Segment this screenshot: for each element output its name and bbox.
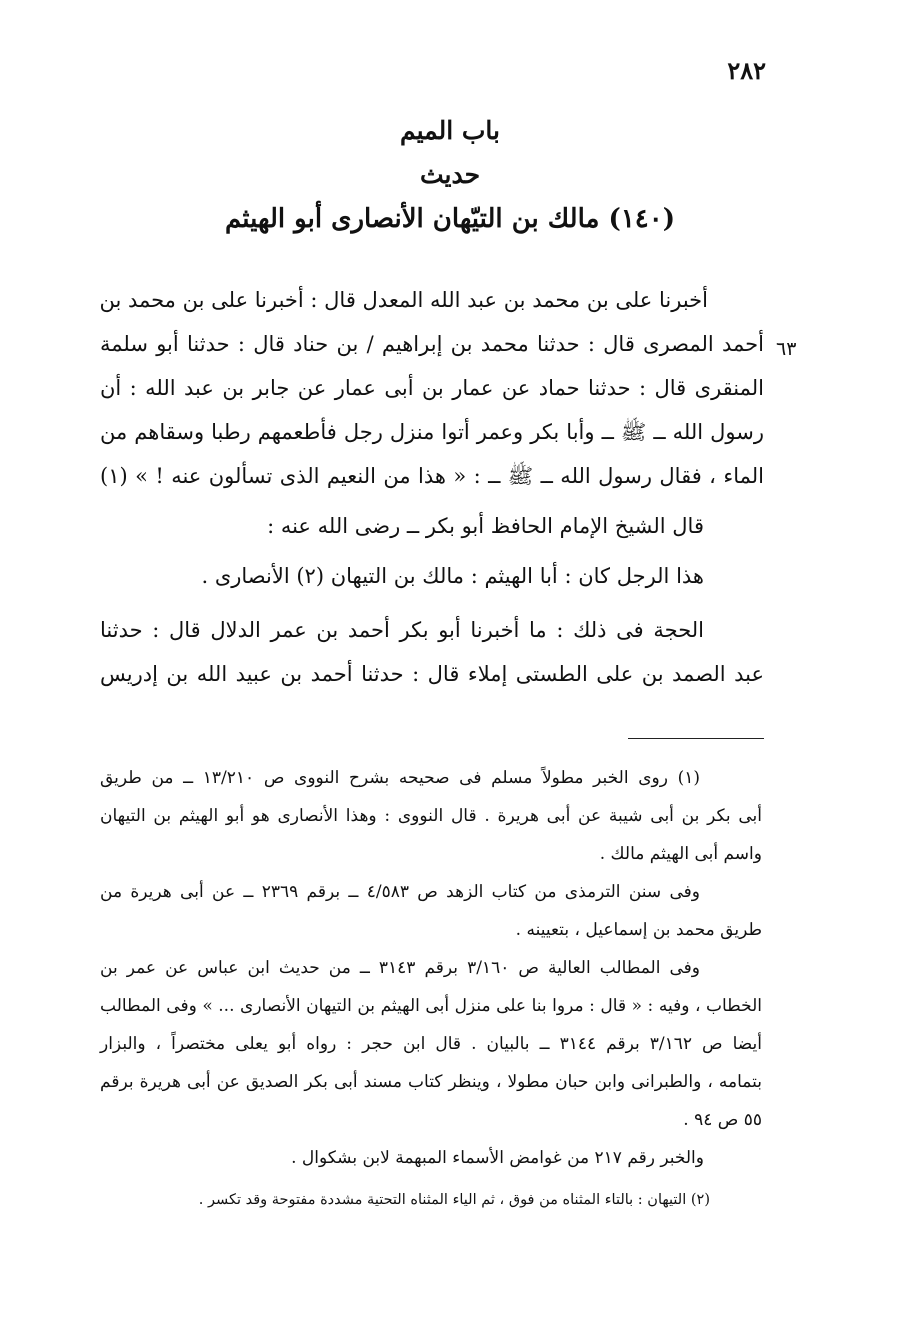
- entry-title: (١٤٠) مالك بن التيّهان الأنصارى أبو الهيثم: [224, 204, 676, 234]
- footnote-line: الخطاب ، وفيه : « قال : مروا بنا على منزل أبى الهيثم بن التيهان الأنصارى ... » وفى المطالب: [100, 996, 762, 1016]
- footnote-line: والخبر رقم ٢١٧ من غوامض الأسماء المبهمة لابن بشكوال .: [291, 1148, 704, 1168]
- body-line: عبد الصمد بن على الطستى إملاء قال : حدثنا أحمد بن عبيد الله بن إدريس: [100, 662, 764, 686]
- footnote-line: (١) روى الخبر مطولاً مسلم فى صحيحه بشرح النووى ص ١٣/٢١٠ ــ من طريق: [100, 768, 700, 788]
- page-number: ٢٨٢: [727, 56, 766, 85]
- chapter-heading: باب الميم: [399, 116, 500, 145]
- footnote-divider: [628, 738, 764, 739]
- section-heading: حديث: [419, 160, 481, 189]
- footnote-line: طريق محمد بن إسماعيل ، بتعيينه .: [515, 920, 762, 940]
- footnote-line: أبى بكر بن أبى شيبة عن أبى هريرة . قال النووى : وهذا الأنصارى هو أبو الهيثم بن التيهان: [100, 806, 762, 826]
- footnote-line: وفى المطالب العالية ص ٣/١٦٠ برقم ٣١٤٣ ــ من حديث ابن عباس عن عمر بن: [100, 958, 701, 978]
- body-line: الحجة فى ذلك : ما أخبرنا أبو بكر أحمد بن عمر الدلال قال : حدثنا: [100, 618, 704, 642]
- footnote-line: وفى سنن الترمذى من كتاب الزهد ص ٤/٥٨٣ ــ برقم ٢٣٦٩ ــ عن أبى هريرة من: [100, 882, 700, 902]
- footnote-2: (٢) التيهان : بالتاء المثناه من فوق ، ثم الياء المثناه التحتية مشددة مفتوحة وقد تكسر .: [198, 1192, 710, 1208]
- footnote-line: واسم أبى الهيثم مالك .: [599, 844, 762, 864]
- body-line: هذا الرجل كان : أبا الهيثم : مالك بن التيهان (٢) الأنصارى .: [201, 564, 704, 588]
- body-line: رسول الله ــ ﷺ ــ وأبا بكر وعمر أتوا منزل رجل فأطعمهم رطبا وسقاهم من: [100, 420, 764, 444]
- body-line: قال الشيخ الإمام الحافظ أبو بكر ــ رضى الله عنه :: [267, 514, 704, 538]
- body-line: الماء ، فقال رسول الله ــ ﷺ ــ : « هذا من النعيم الذى تسألون عنه ! » (١): [100, 464, 764, 488]
- body-line: المنقرى قال : حدثنا حماد عن عمار بن أبى عمار عن جابر بن عبد الله : أن: [100, 376, 764, 400]
- footnote-line: أيضا ص ٣/١٦٢ برقم ٣١٤٤ ــ بالبيان . قال ابن حجر : رواه أبو يعلى مختصراً ، والبزار: [100, 1034, 762, 1054]
- footnote-line: ٥٥ ص ٩٤ .: [683, 1110, 762, 1130]
- body-line: أحمد المصرى قال : حدثنا محمد بن إبراهيم / بن حناد قال : حدثنا أبو سلمة: [100, 332, 764, 356]
- margin-folio-note: ٦٣: [776, 338, 797, 360]
- body-line: أخبرنا على بن محمد بن عبد الله المعدل قال : أخبرنا على بن محمد بن: [99, 288, 708, 312]
- footnote-line: بتمامه ، والطبرانى وابن حبان مطولا ، وينظر كتاب مسند أبى بكر الصديق عن أبى هريرة برقم: [100, 1072, 762, 1092]
